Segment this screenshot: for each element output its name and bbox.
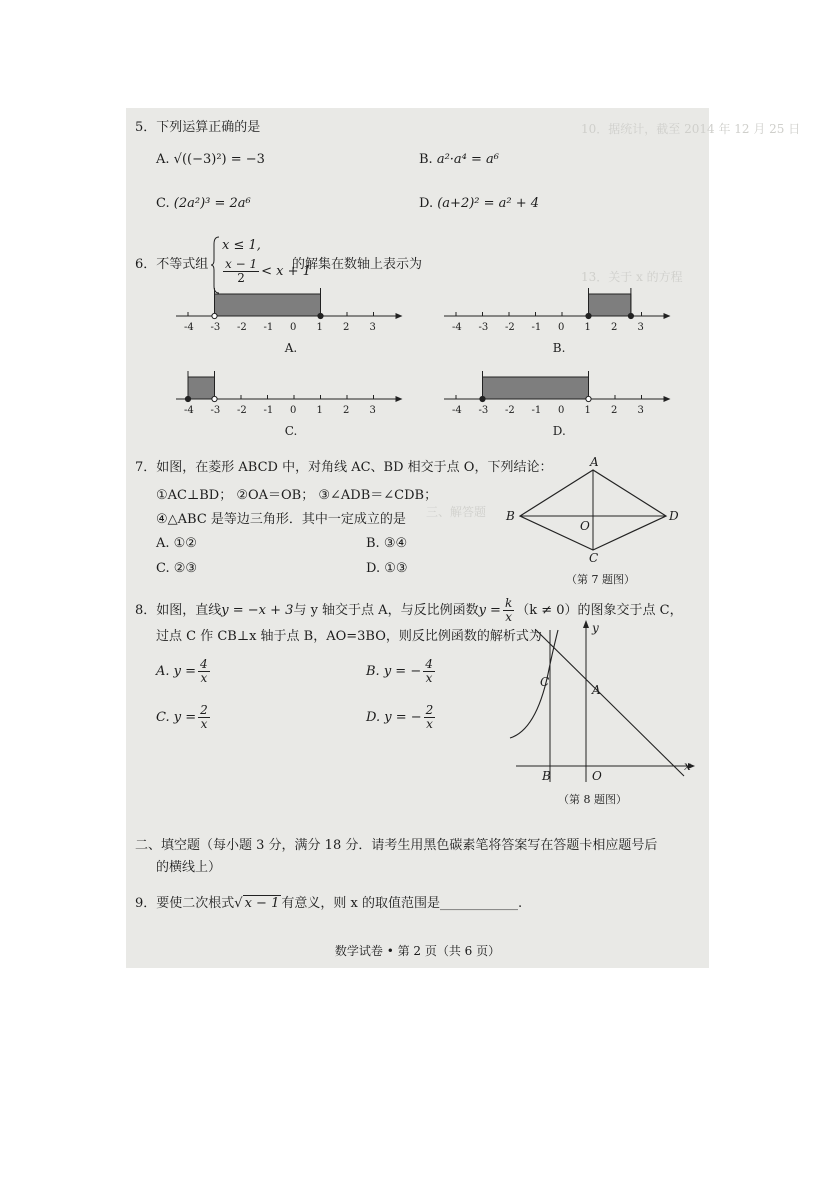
q7-line2: ①AC⊥BD； ②OA＝OB； ③∠ADB＝∠CDB； <box>156 488 438 503</box>
section2-line2: 的横线上） <box>156 860 222 875</box>
q8-label-o: O <box>592 769 602 783</box>
q7-label-a: A <box>590 455 599 469</box>
number-line-arrow <box>396 396 403 402</box>
q5-option-a[interactable]: A. √((−3)²) = −3 <box>156 152 265 167</box>
number-line-tick-label: -4 <box>452 322 462 333</box>
bleed-through-text: 三、解答题 <box>426 505 487 519</box>
solution-shaded-region <box>188 377 215 399</box>
number-line-tick-label: 0 <box>558 405 565 416</box>
number-line-tick-label: 1 <box>316 405 323 416</box>
number-line-tick-label: 1 <box>316 322 323 333</box>
solution-shaded-region <box>215 294 321 316</box>
q8-caption: （第 8 题图） <box>558 793 627 806</box>
endpoint-marker <box>212 313 217 318</box>
endpoint-marker <box>586 313 591 318</box>
q8-option-c[interactable]: C. y = $\frac{2}{x}$ <box>156 703 208 731</box>
q7-label-o: O <box>580 519 590 533</box>
number-line-tick-label: -4 <box>452 405 462 416</box>
q8-label-a: A <box>592 683 601 697</box>
endpoint-marker <box>628 313 633 318</box>
bleed-through-text: 10．据统计，截至 2014 年 12 月 25 日 <box>581 122 801 136</box>
number-line-tick-label: -4 <box>184 322 194 333</box>
bleed-through-text: 13．关于 x 的方程 <box>581 270 683 284</box>
number-line-tick-label: -1 <box>531 322 542 333</box>
number-line-tick-label: -2 <box>237 405 247 416</box>
number-line-tick-label: -2 <box>505 322 515 333</box>
number-line-tick-label: 2 <box>343 322 350 333</box>
q9-answer-blank[interactable]: ____________. <box>439 896 523 911</box>
number-line-tick-label: -2 <box>237 322 247 333</box>
q8-line1: 8．如图，直线y = −x + 3与 y 轴交于点 A，与反比例函数y = $\frac{k}{x}$ （k ≠ 0）的图象交于点 C， <box>135 596 683 624</box>
number-line-tick-label: 0 <box>558 322 565 333</box>
q8-graph-figure <box>506 620 696 790</box>
number-line-tick-label: -1 <box>263 405 274 416</box>
q7-option-a[interactable]: A. ①② <box>156 536 197 551</box>
number-line-tick-label: -1 <box>263 322 274 333</box>
number-line-tick-label: 3 <box>637 405 644 416</box>
number-line-tick-label: -1 <box>531 405 542 416</box>
q8-label-c: C <box>540 675 550 689</box>
endpoint-marker <box>212 396 217 401</box>
q7-caption: （第 7 题图） <box>566 573 635 586</box>
number-line-tick-label: 1 <box>584 322 591 333</box>
number-line-arrow <box>664 313 671 319</box>
endpoint-marker <box>185 396 190 401</box>
q8-line2: 过点 C 作 CB⊥x 轴于点 B，AO=3BO，则反比例函数的解析式为 <box>156 629 542 644</box>
q6-tail: 的解集在数轴上表示为 <box>292 257 423 272</box>
number-line-tick-label: 3 <box>369 322 376 333</box>
q6-option-label[interactable]: D. <box>552 424 566 438</box>
q7-option-b[interactable]: B. ③④ <box>366 536 408 551</box>
endpoint-marker <box>318 313 323 318</box>
q5-stem: 5．下列运算正确的是 <box>135 120 261 135</box>
number-line-tick-label: 3 <box>369 405 376 416</box>
q5-option-b[interactable]: B. a²·a⁴ = a⁶ <box>419 152 500 167</box>
q6-option-label[interactable]: C. <box>284 424 298 438</box>
q7-label-b: B <box>506 509 515 523</box>
scanned-exam-page <box>126 108 801 968</box>
q6-inequality-1: x ≤ 1, <box>222 238 261 253</box>
q7-line1: 7．如图，在菱形 ABCD 中，对角线 AC、BD 相交于点 O，下列结论： <box>135 460 553 475</box>
q8-option-d[interactable]: D. y = − $\frac{2}{x}$ <box>366 703 434 731</box>
q5-option-c[interactable]: C. (2a²)³ = 2a⁶ <box>156 196 251 211</box>
q8-option-a[interactable]: A. y = $\frac{4}{x}$ <box>156 657 208 685</box>
section2-line1: 二、填空题（每小题 3 分，满分 18 分．请考生用黑色碳素笔将答案写在答题卡相应题号后 <box>135 838 658 853</box>
number-line-tick-label: 0 <box>290 322 297 333</box>
q6-inequality-2: $\frac{x - 1}{2}$ < x + 1 <box>225 257 311 285</box>
number-line-tick-label: -3 <box>478 405 489 416</box>
q7-label-d: D <box>669 509 679 523</box>
number-line-tick-label: 1 <box>584 405 591 416</box>
q8-label-y: y <box>592 621 599 635</box>
q8-label-x: x <box>684 759 691 773</box>
number-line-tick-label: 3 <box>637 322 644 333</box>
q9-question: 9．要使二次根式√ x − 1 有意义，则 x 的取值范围是____________. <box>135 896 523 911</box>
number-line-arrow <box>396 313 403 319</box>
q6-option-label[interactable]: B. <box>552 341 566 355</box>
solution-shaded-region <box>483 377 589 399</box>
q7-option-d[interactable]: D. ①③ <box>366 561 408 576</box>
number-line-tick-label: -3 <box>210 322 221 333</box>
number-line-tick-label: 2 <box>611 405 618 416</box>
endpoint-marker <box>586 396 591 401</box>
q7-label-c: C <box>589 551 599 565</box>
number-line-tick-label: 0 <box>290 405 297 416</box>
number-line-arrow <box>664 396 671 402</box>
q8-label-b: B <box>542 769 551 783</box>
number-line-tick-label: -2 <box>505 405 515 416</box>
q8-option-b[interactable]: B. y = − $\frac{4}{x}$ <box>366 657 433 685</box>
q7-rhombus-figure <box>506 455 686 565</box>
solution-shaded-region <box>589 294 631 316</box>
endpoint-marker <box>480 396 485 401</box>
number-line-tick-label: -3 <box>210 405 221 416</box>
q7-option-c[interactable]: C. ②③ <box>156 561 198 576</box>
page-footer: 数学试卷 • 第 2 页（共 6 页） <box>334 944 501 958</box>
number-line-tick-label: 2 <box>343 405 350 416</box>
q5-option-d[interactable]: D. (a+2)² = a² + 4 <box>419 196 540 211</box>
number-line-tick-label: -3 <box>478 322 489 333</box>
number-line-tick-label: 2 <box>611 322 618 333</box>
q6-number: 6．不等式组 <box>135 257 209 272</box>
q7-line3: ④△ABC 是等边三角形．其中一定成立的是 <box>156 512 406 527</box>
q6-option-label[interactable]: A. <box>284 341 298 355</box>
number-line-tick-label: -4 <box>184 405 194 416</box>
